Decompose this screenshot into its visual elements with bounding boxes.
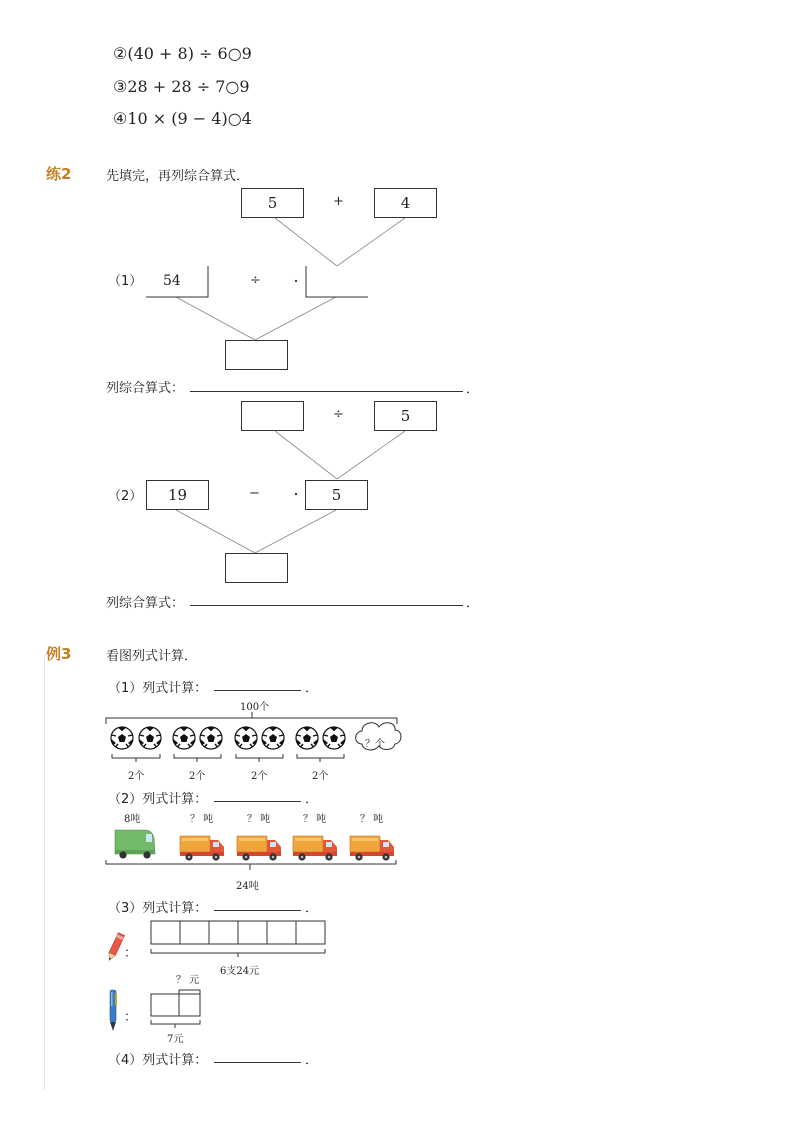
d1-top-operator: + — [333, 194, 344, 209]
q3-bar-diagram — [148, 918, 330, 958]
exercise-tag: 练2 — [46, 165, 72, 183]
truck-icon — [293, 836, 337, 861]
q1-soccer-figure — [100, 708, 410, 768]
q3-period: ． — [305, 901, 319, 916]
truck-icon — [237, 836, 281, 861]
q4-period: ． — [305, 1053, 319, 1068]
d2-mid-right-box: 5 — [305, 480, 368, 510]
pen-price-label: 7元 — [167, 1034, 184, 1045]
pen-colon: ： — [124, 1010, 138, 1025]
q1-unknown-label: ？个 — [365, 739, 385, 750]
q2-truck-label: ？ 吨 — [247, 814, 271, 825]
d1-mid-operator: ÷ — [250, 273, 261, 288]
q1-label: （1）列式计算： — [108, 681, 208, 696]
q3-answer-line[interactable] — [214, 910, 301, 911]
q3-colon: ： — [124, 946, 138, 961]
d2-formula-period: ． — [466, 596, 480, 611]
q2-van-label: 8吨 — [124, 814, 141, 825]
q3-total-label: 6支24元 — [220, 966, 260, 977]
d2-mid-left-box: 19 — [146, 480, 209, 510]
margin-rule — [44, 655, 45, 1090]
q2-truck-label: ？ 吨 — [360, 814, 384, 825]
exercise-instruction: 先填完，再列综合算式． — [106, 169, 250, 184]
example-instruction: 看图列式计算． — [106, 649, 198, 664]
q1-period: ． — [305, 681, 319, 696]
soccer-ball-icon — [173, 727, 195, 749]
truck-icon — [180, 836, 224, 861]
soccer-ball-icon — [262, 727, 284, 749]
q1-group-label: 2个 — [251, 771, 268, 782]
soccer-ball-icon — [323, 727, 345, 749]
d1-top-left-box: 5 — [241, 188, 304, 218]
q2-vehicle-figure — [100, 826, 410, 878]
d2-top-operator: ÷ — [333, 407, 344, 422]
expression-2: ②(40 + 8) ÷ 6○9 — [113, 44, 252, 63]
q2-label: （2）列式计算： — [108, 792, 208, 807]
q2-answer-line[interactable] — [214, 801, 301, 802]
q4-label: （4）列式计算： — [108, 1053, 208, 1068]
d2-mid-operator: − — [249, 486, 260, 501]
d2-top-left-box[interactable] — [241, 401, 304, 431]
expression-4: ④10 × (9 − 4)○4 — [113, 109, 252, 128]
soccer-ball-icon — [200, 727, 222, 749]
q2-period: ． — [305, 792, 319, 807]
q1-answer-line[interactable] — [214, 690, 301, 691]
q2-truck-label: ？ 吨 — [190, 814, 214, 825]
q1-total-label: 100个 — [240, 702, 270, 713]
d2-label: （2） — [108, 489, 143, 504]
pen-bar-diagram — [148, 984, 204, 1030]
soccer-ball-icon — [296, 727, 318, 749]
truck-icon — [350, 836, 394, 861]
expression-3: ③28 + 28 ÷ 7○9 — [113, 77, 250, 96]
d1-result-box[interactable] — [225, 340, 288, 370]
d1-formula-answer-line[interactable] — [190, 391, 463, 392]
q2-total-label: 24吨 — [236, 881, 259, 892]
q3-label: （3）列式计算： — [108, 901, 208, 916]
soccer-ball-icon — [235, 727, 257, 749]
d2-result-box[interactable] — [225, 553, 288, 583]
d1-formula-label: 列综合算式： — [106, 381, 185, 396]
d2-formula-answer-line[interactable] — [190, 605, 463, 606]
pen-unknown-label: ？ 元 — [176, 975, 200, 986]
q2-truck-label: ？ 吨 — [303, 814, 327, 825]
q1-group-label: 2个 — [128, 771, 145, 782]
d1-formula-period: ． — [466, 382, 480, 397]
q1-group-label: 2个 — [312, 771, 329, 782]
pen-icon — [106, 988, 120, 1034]
soccer-ball-icon — [139, 727, 161, 749]
q1-group-label: 2个 — [189, 771, 206, 782]
d2-formula-label: 列综合算式： — [106, 596, 185, 611]
soccer-ball-icon — [111, 727, 133, 749]
d2-top-right-box: 5 — [374, 401, 437, 431]
q4-answer-line[interactable] — [214, 1062, 301, 1063]
d1-mid-left-value: 54 — [163, 273, 181, 289]
example-tag: 例3 — [46, 645, 72, 663]
d1-label: （1） — [108, 274, 143, 289]
d1-top-right-box: 4 — [374, 188, 437, 218]
van-icon — [115, 830, 155, 859]
